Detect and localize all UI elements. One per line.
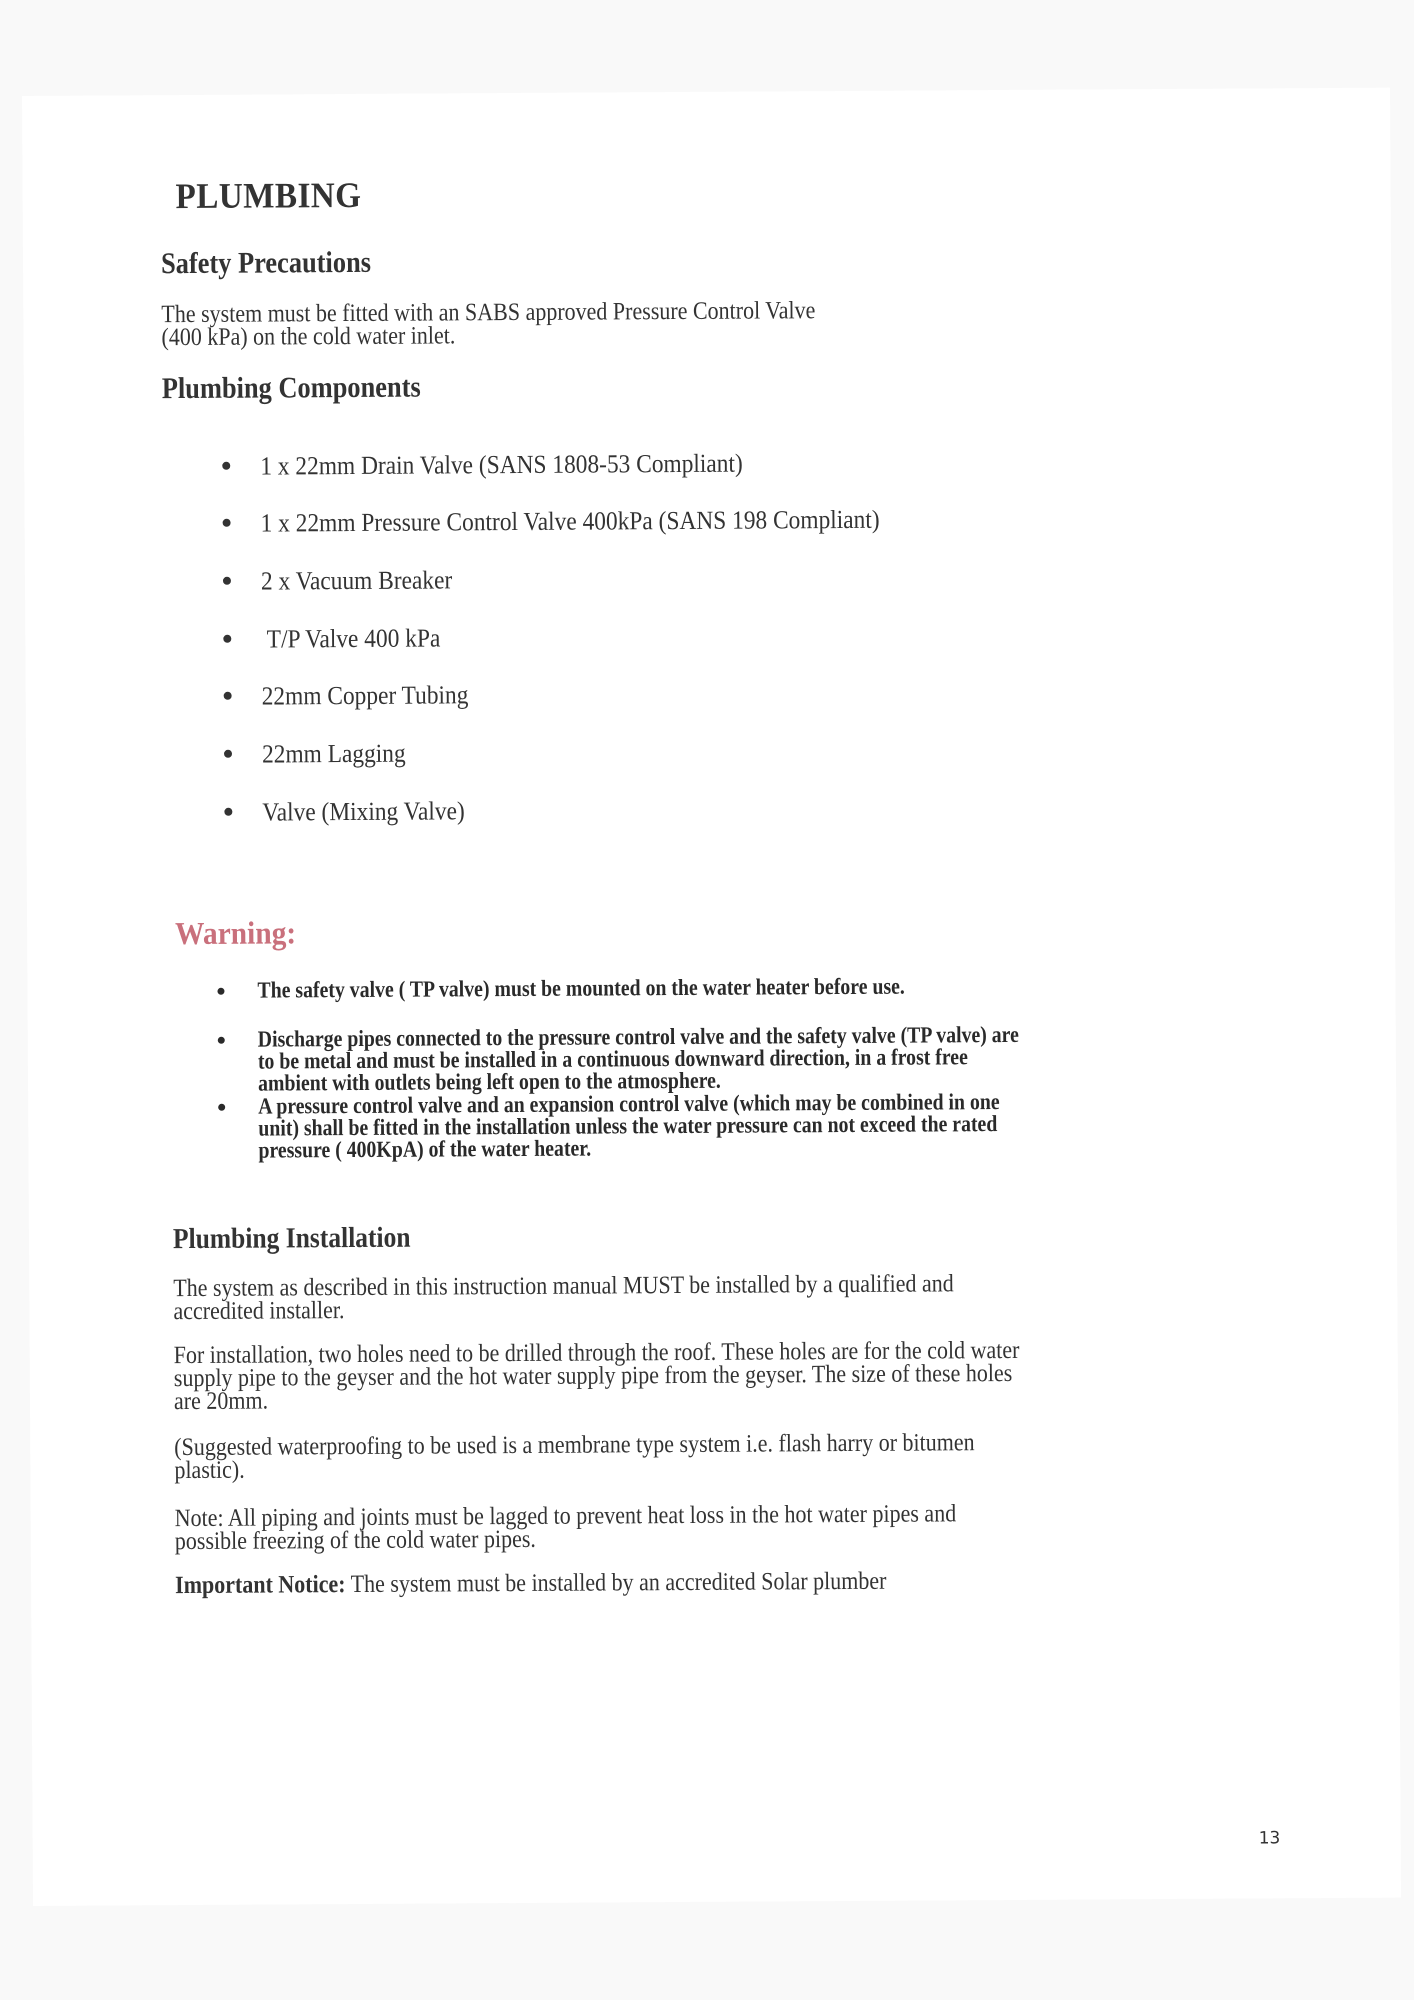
waterproofing-paragraph (174, 1429, 975, 1485)
text-line: are 20mm. (173, 1387, 269, 1416)
list-item: 1 x 22mm Drain Valve (SANS 1808-53 Compliant) (222, 448, 796, 482)
warning-heading: Warning: (175, 914, 297, 952)
safety-precautions-heading: Safety Precautions (160, 245, 372, 281)
plumbing-installation-heading: Plumbing Installation (172, 1221, 411, 1256)
installation-paragraph (173, 1336, 1020, 1416)
list-item: 2 x Vacuum Breaker (223, 565, 474, 597)
text-line: plastic). (174, 1456, 245, 1485)
text-line: unit) shall be fitted in the installation unless the water pressure can not exceed the rated (258, 1111, 998, 1141)
text-line: ambient with outlets being left open to the atmosphere. (257, 1067, 721, 1096)
important-notice-text: The system must be installed by an accredited Solar plumber (345, 1567, 887, 1599)
bullet-icon (223, 577, 231, 585)
bullet-icon (218, 1104, 225, 1111)
text-line: The system must be fitted with an SABS approved Pressure Control Valve (161, 297, 816, 329)
text-line: pressure ( 400KpA) of the water heater. (258, 1135, 592, 1163)
text-line: (Suggested waterproofing to be used is a membrane type system i.e. flash harry or bitumen (174, 1429, 975, 1462)
list-item: 22mm Copper Tubing (224, 680, 492, 712)
text-line: (400 kPa) on the cold water inlet. (161, 322, 456, 352)
bullet-icon (224, 808, 232, 816)
list-item: T/P Valve 400 kPa (223, 623, 460, 654)
plumbing-components-heading: Plumbing Components (161, 370, 421, 406)
bullet-icon (218, 1037, 225, 1044)
page-content (22, 88, 1401, 1906)
text-line: Note: All piping and joints must be lagged to prevent heat loss in the hot water pipes and (174, 1500, 957, 1533)
text-line: For installation, two holes need to be drilled through the roof. These holes are for the cold water (173, 1336, 1020, 1370)
bullet-icon (224, 750, 232, 758)
text-line: A pressure control valve and an expansion control valve (which may be combined in one (258, 1089, 1000, 1119)
list-item: 1 x 22mm Pressure Control Valve 400kPa (SANS 198 Compliant) (223, 504, 949, 538)
bullet-icon (223, 635, 231, 643)
page-number: 13 (1258, 1828, 1281, 1849)
important-notice-label: Important Notice: (175, 1571, 346, 1600)
note-paragraph (174, 1500, 957, 1556)
text-line: accredited installer. (173, 1297, 345, 1326)
bullet-icon (224, 692, 232, 700)
text-line: The system as described in this instruction manual MUST be installed by a qualified and (173, 1270, 954, 1303)
text-line: to be metal and must be installed in a continuous downward direction, in a frost free (257, 1044, 968, 1074)
list-item: Valve (Mixing Valve) (224, 796, 487, 828)
list-item: 22mm Lagging (224, 739, 422, 770)
bullet-icon (217, 988, 224, 995)
safety-precautions-text (161, 297, 816, 352)
important-notice (175, 1567, 887, 1600)
page-title: PLUMBING (175, 174, 362, 217)
text-line: possible freezing of the cold water pipes. (174, 1525, 536, 1556)
text-line: Discharge pipes connected to the pressure control valve and the safety valve (TP valve) are (257, 1021, 1019, 1052)
bullet-icon (222, 462, 230, 470)
text-line: supply pipe to the geyser and the hot water supply pipe from the geyser. The size of these holes (173, 1359, 1013, 1393)
scanned-page (22, 88, 1401, 1906)
installation-paragraph (173, 1270, 954, 1326)
text-line: The safety valve ( TP valve) must be mounted on the water heater before use. (257, 973, 905, 1003)
bullet-icon (223, 519, 231, 527)
